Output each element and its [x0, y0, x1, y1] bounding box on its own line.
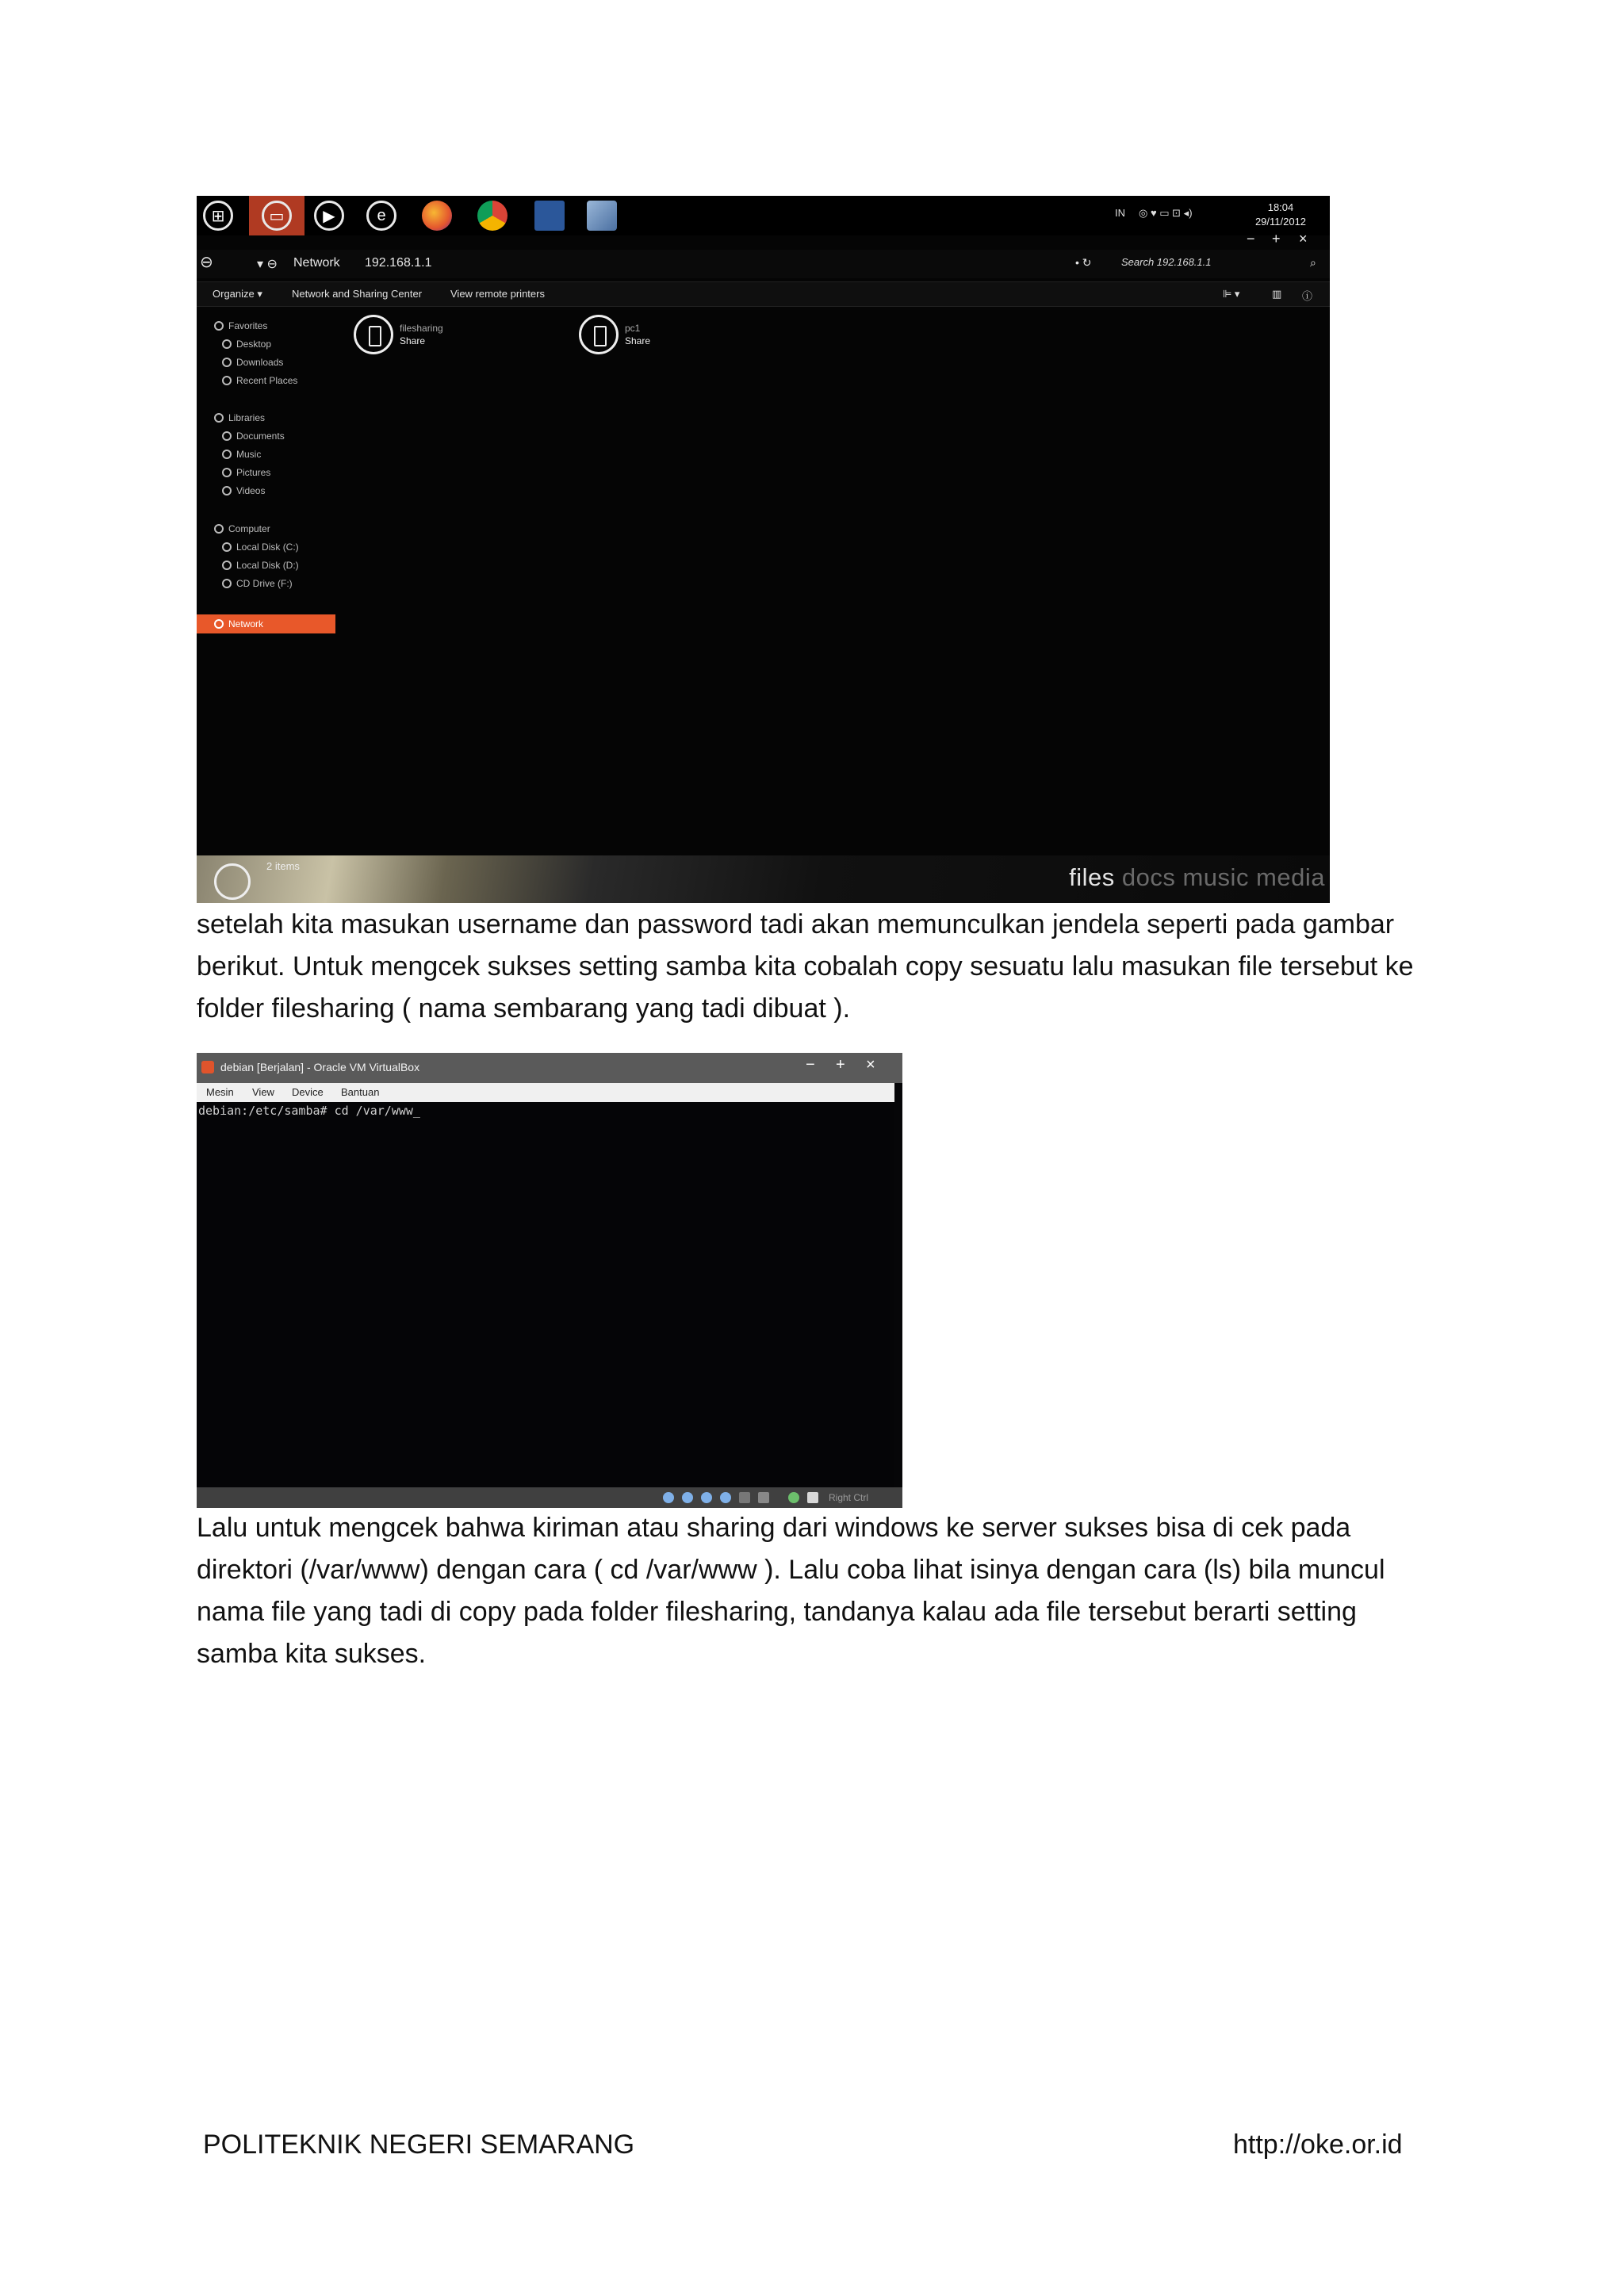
nav-label: Computer: [228, 523, 270, 534]
nav-label: Libraries: [228, 412, 266, 423]
disk-icon: [222, 542, 232, 552]
brand-rest: docs music media: [1114, 863, 1325, 891]
organize-button[interactable]: Organize ▾: [213, 288, 262, 300]
pictures-icon: [222, 468, 232, 477]
nav-recent-places[interactable]: [222, 375, 297, 386]
recent-places-icon: [222, 376, 232, 385]
close-button[interactable]: ×: [1299, 231, 1308, 247]
preview-pane-icon[interactable]: ▥: [1272, 288, 1282, 300]
taskbar: [197, 196, 1330, 235]
explorer-screenshot: [197, 196, 1330, 903]
back-icon[interactable]: ⊖: [200, 254, 213, 271]
videos-icon: [222, 486, 232, 496]
refresh-icon[interactable]: • ↻: [1075, 256, 1092, 269]
firefox-icon[interactable]: [422, 201, 452, 231]
documents-icon: [222, 431, 232, 441]
menu-device[interactable]: Device: [292, 1086, 324, 1098]
address-location[interactable]: Network: [293, 256, 340, 270]
word-icon[interactable]: [534, 201, 565, 231]
nav-favorites[interactable]: [214, 320, 267, 331]
clock-date: 29/11/2012: [1254, 216, 1307, 228]
share-name: filesharing: [400, 323, 443, 334]
status-bar: [197, 855, 1330, 903]
share-type: Share: [400, 335, 426, 346]
network-status-icon: [214, 863, 251, 900]
theme-brand-text: [1069, 863, 1325, 892]
nav-label: Local Disk (C:): [236, 541, 299, 553]
maximize-button[interactable]: +: [1272, 231, 1281, 247]
nav-network[interactable]: [197, 614, 335, 633]
menu-bantuan[interactable]: Bantuan: [341, 1086, 380, 1098]
nav-local-disk-d[interactable]: [222, 560, 299, 571]
downloads-icon: [222, 358, 232, 367]
nav-label: Videos: [236, 485, 266, 496]
music-icon: [222, 450, 232, 459]
internet-explorer-icon[interactable]: e: [366, 201, 396, 231]
command-bar: [197, 281, 1330, 307]
hard-disk-icon[interactable]: [663, 1492, 674, 1503]
shared-folders-icon[interactable]: [720, 1492, 731, 1503]
menu-mesin[interactable]: Mesin: [206, 1086, 234, 1098]
mouse-integration-icon[interactable]: [807, 1492, 818, 1503]
address-path[interactable]: 192.168.1.1: [365, 256, 432, 270]
view-options-icon[interactable]: ⊫ ▾: [1223, 288, 1240, 300]
minimize-button[interactable]: −: [1247, 231, 1255, 247]
forward-icon[interactable]: ▾ ⊖: [257, 258, 278, 271]
media-player-icon[interactable]: ▶: [314, 201, 344, 231]
nav-label: Recent Places: [236, 375, 298, 386]
virtualbox-icon[interactable]: [587, 201, 617, 231]
desktop-icon: [222, 339, 232, 349]
host-key-label: Right Ctrl: [829, 1492, 869, 1503]
nav-local-disk-c[interactable]: [222, 541, 299, 553]
tray-language[interactable]: IN: [1115, 207, 1125, 219]
nav-libraries[interactable]: [214, 412, 265, 423]
nav-label: Documents: [236, 430, 285, 442]
nav-cd-drive[interactable]: [222, 578, 293, 589]
nav-downloads[interactable]: [222, 357, 283, 368]
nav-label: Favorites: [228, 320, 268, 331]
nav-music[interactable]: [222, 449, 261, 460]
share-name: pc1: [625, 323, 641, 334]
paragraph-1: setelah kita masukan username dan password tadi akan memunculkan jendela seperti pada gambar berikut. Untuk mengcek sukses setting samba kita cobalah copy sesuatu lalu masukan file tersebut ke folder filesharing ( nama sembarang yang tadi dibuat ).: [197, 909, 1414, 1024]
libraries-icon: [214, 413, 224, 423]
view-remote-printers-button[interactable]: View remote printers: [450, 288, 545, 300]
menu-view[interactable]: View: [252, 1086, 274, 1098]
nav-documents[interactable]: [222, 430, 285, 442]
nav-label: CD Drive (F:): [236, 578, 293, 589]
nav-label: Downloads: [236, 357, 284, 368]
paragraph-2: Lalu untuk mengcek bahwa kiriman atau sharing dari windows ke server sukses bisa di cek pada direktori (/var/www) dengan cara ( cd /var/www ). Lalu coba lihat isinya dengan cara (ls) bila muncul nama file yang tadi di copy pada folder filesharing, tandanya kalau ada file tersebut berarti setting samba kita sukses.: [197, 1513, 1385, 1669]
nav-label: Network: [228, 618, 264, 629]
tray-clock[interactable]: [1251, 201, 1310, 229]
help-icon[interactable]: ⓘ: [1302, 290, 1313, 302]
share-folder-icon: [579, 315, 619, 354]
nav-computer[interactable]: [214, 523, 270, 534]
share-type: Share: [625, 335, 651, 346]
nav-label: Music: [236, 449, 262, 460]
virtualbox-menu-bar: [197, 1083, 894, 1102]
share-folder-icon: [354, 315, 393, 354]
vm-console[interactable]: [197, 1102, 894, 1487]
footer-institution: POLITEKNIK NEGERI SEMARANG: [203, 2130, 635, 2160]
terminal-line: debian:/etc/samba# cd /var/www_: [198, 1104, 420, 1118]
window-title: debian [Berjalan] - Oracle VM VirtualBox: [220, 1061, 420, 1073]
network-adapter-icon[interactable]: [788, 1492, 799, 1503]
virtualbox-screenshot: [197, 1053, 902, 1508]
disk-icon: [222, 561, 232, 570]
footer-url: http://oke.or.id: [1233, 2130, 1403, 2160]
item-count: 2 items: [266, 860, 300, 872]
nav-desktop[interactable]: [222, 339, 271, 350]
virtualbox-logo-icon: [201, 1061, 214, 1073]
nav-label: Desktop: [236, 339, 272, 350]
virtualbox-title-bar: [197, 1053, 902, 1083]
network-sharing-center-button[interactable]: Network and Sharing Center: [292, 288, 423, 300]
favorites-icon: [214, 321, 224, 331]
virtualbox-status-bar: [197, 1487, 902, 1508]
nav-network-label: [214, 618, 263, 629]
brand-first: files: [1069, 863, 1115, 891]
clock-time: 18:04: [1267, 201, 1294, 213]
chrome-icon[interactable]: [477, 201, 508, 231]
minimize-button[interactable]: −: [806, 1056, 815, 1073]
search-icon[interactable]: ⌕: [1310, 256, 1316, 269]
close-button[interactable]: ×: [866, 1056, 875, 1073]
recording-icon[interactable]: [758, 1492, 769, 1503]
display-icon[interactable]: [739, 1492, 750, 1503]
nav-label: Pictures: [236, 467, 271, 478]
windows-icon[interactable]: ⊞: [203, 201, 233, 231]
cd-drive-icon: [222, 579, 232, 588]
usb-icon[interactable]: [701, 1492, 712, 1503]
computer-icon: [214, 524, 224, 534]
files-icon[interactable]: ▭: [262, 201, 292, 231]
nav-videos[interactable]: [222, 485, 265, 496]
optical-drive-icon[interactable]: [682, 1492, 693, 1503]
nav-pictures[interactable]: [222, 467, 270, 478]
tray-icons[interactable]: ◎ ♥ ▭ ⊡ ◂): [1139, 207, 1193, 219]
maximize-button[interactable]: +: [836, 1056, 845, 1073]
nav-label: Local Disk (D:): [236, 560, 299, 571]
address-bar: [197, 250, 1330, 278]
search-input[interactable]: Search 192.168.1.1: [1121, 256, 1212, 268]
network-icon: [214, 619, 224, 629]
